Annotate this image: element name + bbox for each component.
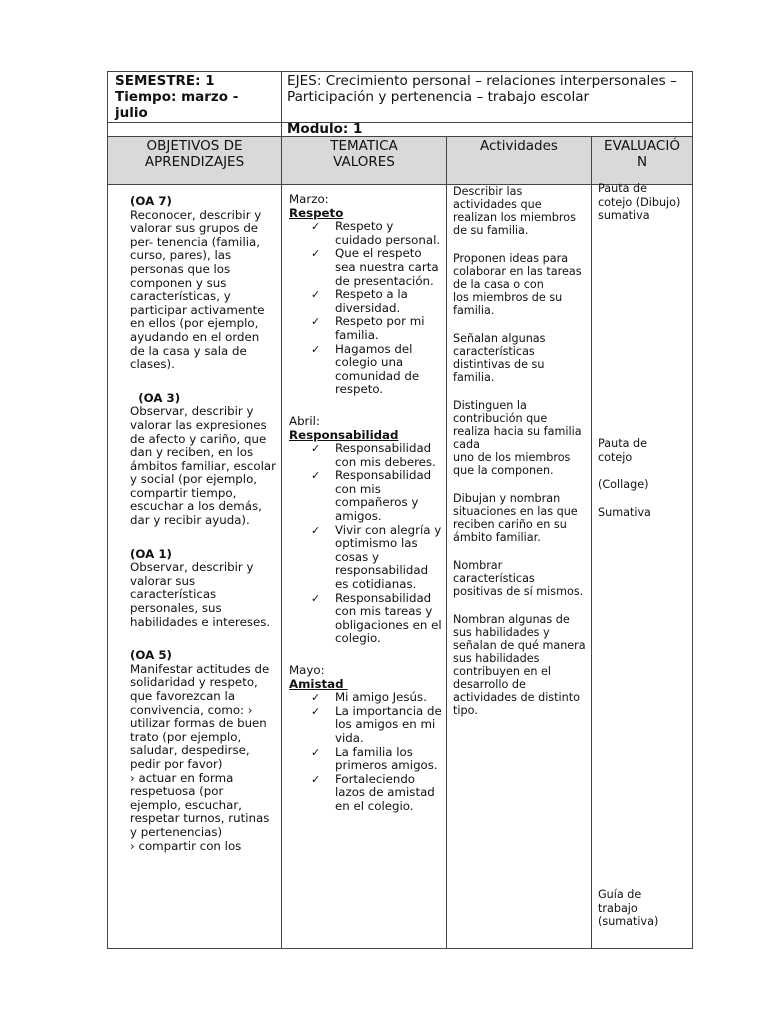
evaluacion-group (598, 888, 684, 943)
objetivo-code: (OA 7) (130, 194, 172, 208)
actividad-text: Nombran algunas de sus habilidades y señalan de qué manera sus habilidades contribuyen en el desarrollo de actividades de distinto tipo. (453, 613, 586, 717)
ejes-cell (282, 72, 693, 123)
actividad-text: Señalan algunas características distintivas de su familia. (453, 332, 546, 384)
tematica-value: Respeto (289, 205, 344, 220)
objetivo-text: Reconocer, describir y valorar sus grupos de per- tenencia (familia, curso, pares), las personas que los componen y sus características, y participar activamente en ellos (por ejemplo, ayudando en el orden de la casa y sala de clases). (130, 207, 265, 372)
tematica-value: Amistad (289, 676, 348, 691)
check-icon: ✓ (311, 704, 321, 718)
actividad-text: Describir las actividades que realizan los miembros de su familia. (453, 185, 576, 237)
objetivo-block (130, 195, 277, 372)
tematica-value: Responsabilidad (289, 427, 399, 442)
tematica-item-text: Mi amigo Jesús. (335, 690, 427, 705)
actividades-list (453, 185, 587, 717)
evaluacion-group (598, 182, 684, 237)
column-header-row (108, 137, 693, 185)
tematica-item-text: La familia los primeros amigos. (335, 744, 438, 773)
check-icon: ✓ (311, 469, 321, 483)
tematica-item-text: Respeto a la diversidad. (335, 287, 408, 315)
tematica-item (311, 705, 442, 746)
tematica-cell (282, 185, 447, 949)
tematica-item (311, 524, 442, 592)
tematica-item (311, 315, 442, 342)
tematica-month: Marzo: (289, 192, 329, 206)
check-icon: ✓ (311, 591, 321, 605)
actividad-text: Distinguen la contribución que realiza hacia su familia cada uno de los miembros que la componen. (453, 399, 582, 477)
evaluacion-text: Guía de trabajo (sumativa) (598, 888, 659, 929)
check-icon: ✓ (311, 523, 321, 537)
check-icon: ✓ (311, 220, 321, 234)
check-icon: ✓ (311, 247, 321, 261)
col-tematica-label: TEMATICA VALORES (330, 138, 398, 170)
tematica-item (311, 220, 442, 247)
evaluacion-cell (592, 182, 693, 949)
tiempo-label: Tiempo: marzo - (115, 89, 239, 105)
tematica-item (311, 592, 442, 646)
tematica-item-text: Respeto por mi familia. (335, 314, 425, 342)
modulo-spacer (108, 123, 282, 137)
col-evaluacion (592, 137, 693, 185)
tematica-section (289, 664, 442, 814)
objetivo-text: Manifestar actitudes de solidaridad y respeto, que favorezcan la convivencia, como: › utilizar formas de buen trato (por ejemplo, saludar, despedirse, pedir por favor) › actuar en forma respetuosa (por ejemplo, escuchar, respetar turnos, rutinas y pertenencias) › compartir con los (130, 661, 270, 853)
tematica-items (289, 442, 442, 646)
tematica-month: Mayo: (289, 663, 325, 677)
objetivo-block (130, 649, 277, 853)
objetivos-cell (108, 185, 282, 949)
tematica-item (311, 773, 442, 814)
document-page (107, 71, 692, 947)
semestre-cell (108, 72, 282, 123)
evaluacion-group (598, 437, 684, 533)
semestre-label: SEMESTRE: 1 (115, 73, 215, 89)
planning-table (107, 71, 693, 949)
objetivo-block (130, 392, 277, 528)
objetivo-code: (OA 5) (130, 648, 172, 663)
actividades-cell (447, 185, 592, 949)
check-icon: ✓ (311, 342, 321, 356)
objetivos-list (130, 195, 277, 853)
tematica-item (311, 691, 442, 705)
check-icon: ✓ (311, 691, 321, 705)
objetivo-text: Observar, describir y valorar sus características personales, sus habilidades e intereses. (130, 560, 271, 629)
tematica-item-text: Que el respeto sea nuestra carta de presentación. (335, 246, 439, 288)
col-actividades (447, 137, 592, 185)
objetivo-block (130, 548, 277, 630)
header-row (108, 72, 693, 123)
tematica-item (311, 343, 442, 397)
tematica-item-text: La importancia de los amigos en mi vida. (335, 703, 442, 745)
evaluacion-text: Sumativa (598, 505, 651, 519)
tematica-item (311, 247, 442, 288)
check-icon: ✓ (311, 442, 321, 456)
modulo-label: Modulo: 1 (287, 121, 363, 137)
check-icon: ✓ (311, 745, 321, 759)
tematica-item (311, 746, 442, 773)
evaluacion-text: Pauta de cotejo (Dibujo) sumativa (598, 182, 681, 223)
col-actividades-label: Actividades (480, 138, 558, 154)
evaluacion-text: Pauta de cotejo (598, 437, 647, 464)
tematica-item (311, 288, 442, 315)
actividad-text: Nombrar características positivas de sí mismos. (453, 559, 584, 598)
check-icon: ✓ (311, 772, 321, 786)
col-objetivos (108, 137, 282, 185)
objetivo-code: (OA 1) (130, 546, 172, 561)
tematica-item-text: Vivir con alegría y optimismo las cosas y responsabilidad es cotidianas. (335, 522, 442, 592)
col-evaluacion-label: EVALUACIÓN (604, 138, 680, 170)
tematica-item-text: Responsabilidad con mis compañeros y amigos. (335, 468, 432, 524)
ejes-text: EJES: Crecimiento personal – relaciones interpersonales – Participación y pertenencia – trabajo escolar (287, 73, 677, 105)
tematica-month: Abril: (289, 413, 320, 428)
check-icon: ✓ (311, 288, 321, 302)
actividad-text: Dibujan y nombran situaciones en las que reciben cariño en su ámbito familiar. (453, 492, 578, 544)
tematica-list (289, 193, 442, 814)
evaluacion-text: (Collage) (598, 478, 649, 492)
tiempo-label-cont: julio (115, 105, 148, 121)
modulo-row (108, 123, 693, 137)
objetivo-text: Observar, describir y valorar las expresiones de afecto y cariño, que dan y reciben, en los ámbitos familiar, escolar y social (por ejemplo, compartir tiempo, escuchar a los demás, dar y recibir ayuda). (130, 404, 276, 528)
content-row (108, 185, 693, 949)
col-tematica (282, 137, 447, 185)
tematica-item-text: Respeto y cuidado personal. (335, 219, 441, 247)
tematica-section (289, 415, 442, 646)
tematica-item (311, 469, 442, 523)
tematica-item-text: Responsabilidad con mis deberes. (335, 441, 436, 469)
tematica-item-text: Responsabilidad con mis tareas y obligaciones en el colegio. (335, 590, 442, 646)
tematica-section (289, 193, 442, 397)
tematica-items (289, 691, 442, 813)
check-icon: ✓ (311, 315, 321, 329)
tematica-items (289, 220, 442, 397)
actividad-text: Proponen ideas para colaborar en las tareas de la casa o con los miembros de su familia. (453, 252, 582, 317)
tematica-item (311, 442, 442, 469)
col-objetivos-label: OBJETIVOS DE APRENDIZAJES (144, 138, 245, 170)
tematica-item-text: Hagamos del colegio una comunidad de respeto. (335, 341, 420, 397)
objetivo-code: (OA 3) (130, 390, 181, 405)
tematica-item-text: Fortaleciendo lazos de amistad en el colegio. (335, 771, 435, 813)
modulo-cell (282, 123, 693, 137)
